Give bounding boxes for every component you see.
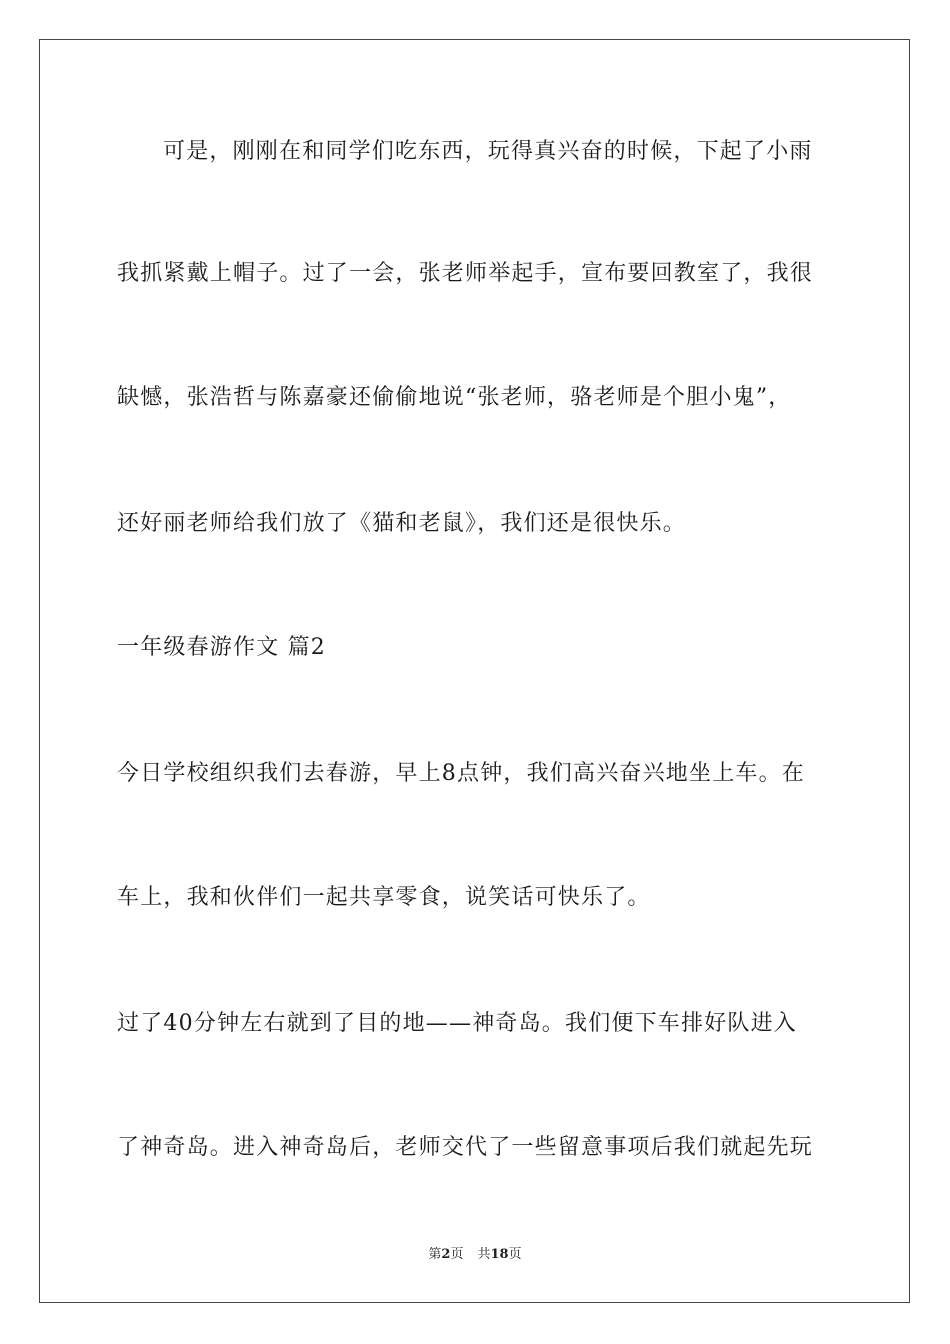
text-line: 可是，刚刚在和同学们吃东西，玩得真兴奋的时候，下起了小雨 [163,139,813,164]
text-line: 车上，我和伙伴们一起共享零食，说笑话可快乐了。 [117,885,651,910]
text-line: 过了40分钟左右就到了目的地——神奇岛。我们便下车排好队进入 [117,1011,797,1036]
page-number: 2 [441,1247,451,1262]
text-line: 了神奇岛。进入神奇岛后，老师交代了一些留意事项后我们就起先玩 [117,1135,814,1160]
footer-page-unit: 页 [450,1247,464,1262]
text-line: 我抓紧戴上帽子。过了一会，张老师举起手，宣布要回教室了，我很 [117,261,814,286]
text-line: 今日学校组织我们去春游，早上8点钟，我们高兴奋兴地坐上车。在 [117,761,805,786]
page-footer [0,1246,950,1264]
footer-total-prefix: 共 [477,1247,491,1262]
text-line: 缺憾，张浩哲与陈嘉豪还偷偷地说“张老师，骆老师是个胆小鬼”， [117,385,792,410]
page-border [39,39,910,1303]
footer-prefix: 第 [428,1247,442,1262]
footer-total-unit: 页 [508,1247,522,1262]
section-heading: 一年级春游作文 篇2 [117,635,326,660]
text-line: 还好丽老师给我们放了《猫和老鼠》，我们还是很快乐。 [117,511,687,536]
total-pages: 18 [490,1247,509,1262]
